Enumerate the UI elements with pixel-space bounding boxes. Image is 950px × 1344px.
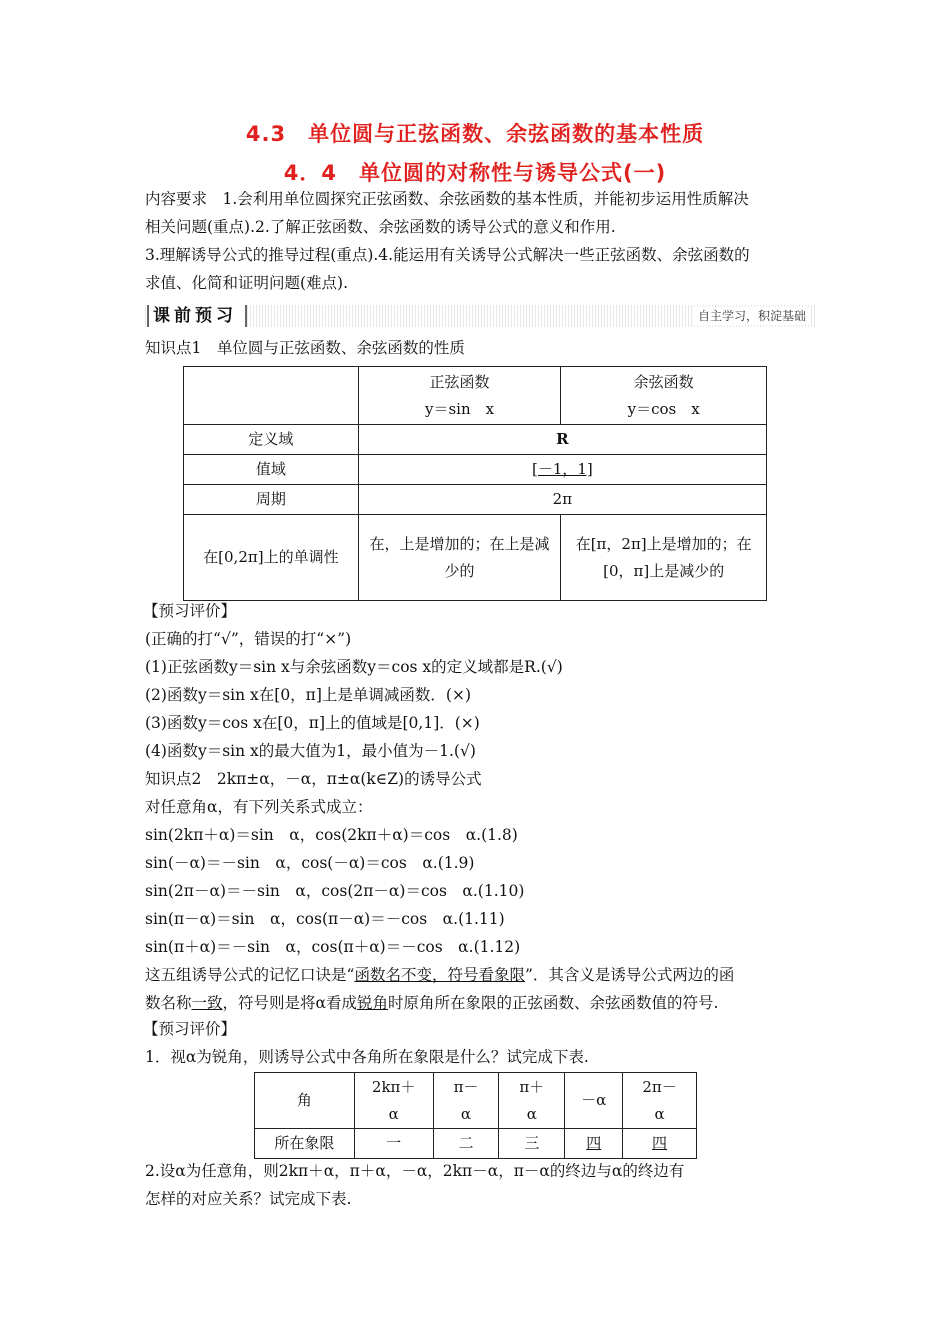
quadrant-cell xyxy=(623,1129,697,1159)
quadrant-header: 所在象限 xyxy=(255,1129,355,1159)
angle-top: 2π－ xyxy=(642,1077,677,1096)
angle-bottom: α xyxy=(460,1104,472,1123)
cos-name: 余弦函数 xyxy=(633,372,694,391)
sin-formula: y＝sin x xyxy=(425,399,495,418)
cos-monotonicity: 在[π，2π]上是增加的；在[0，π]上是减少的 xyxy=(561,515,767,601)
quadrant-cell: 三 xyxy=(499,1129,565,1159)
angle-cell xyxy=(433,1073,499,1129)
range-cell xyxy=(358,455,766,485)
review-1-line-4: (3)函数y＝cos x在[0，π]上的值域是[0,1]．(×) xyxy=(145,714,480,732)
review-1-line-3: (2)函数y＝sin x在[0，π]上是单调减函数．(×) xyxy=(145,686,472,704)
row-label-range: 值域 xyxy=(184,455,359,485)
range-value: [－1，1] xyxy=(531,460,593,478)
requirements-line-2: 相关问题(重点).2.了解正弦函数、余弦函数的诱导公式的意义和作用. xyxy=(145,218,616,236)
formula-1-11: sin(π－α)＝sin α，cos(π－α)＝－cos α.(1.11) xyxy=(145,910,505,928)
knowledge-point-2-title: 知识点2 2kπ±α，－α，π±α(k∈Z)的诱导公式 xyxy=(145,770,482,788)
section-bar xyxy=(145,305,816,327)
requirements-line-4: 求值、化简和证明问题(难点). xyxy=(145,274,349,292)
angle-cell xyxy=(499,1073,565,1129)
angle-bottom: α xyxy=(526,1104,537,1123)
quadrant-cell: 二 xyxy=(433,1129,499,1159)
formula-1-8: sin(2kπ＋α)＝sin α，cos(2kπ＋α)＝cos α.(1.8) xyxy=(145,826,518,844)
mnemonic-text-a: 这五组诱导公式的记忆口诀是“ xyxy=(145,966,355,984)
angle-bottom: α xyxy=(388,1104,399,1123)
knowledge-point-1-title: 知识点1 单位圆与正弦函数、余弦函数的性质 xyxy=(145,339,465,357)
row-label-period: 周期 xyxy=(184,485,359,515)
quadrant-value: 四 xyxy=(586,1134,602,1152)
quadrant-table xyxy=(254,1072,697,1159)
formula-1-12: sin(π＋α)＝－sin α，cos(π＋α)＝－cos α.(1.12) xyxy=(145,938,521,956)
angle-top: π－ xyxy=(453,1077,479,1096)
mnemonic-line-2 xyxy=(145,993,718,1013)
mnemonic-phrase: 函数名不变，符号看象限 xyxy=(354,966,525,984)
angle-cell xyxy=(623,1073,697,1129)
table-header-empty xyxy=(184,367,359,425)
question-1: 1．视α为锐角，则诱导公式中各角所在象限是什么？试完成下表. xyxy=(145,1048,589,1066)
table-header-cos xyxy=(561,367,767,425)
mnemonic-text-c: ”．其含义是诱导公式两边的函 xyxy=(524,966,735,984)
question-2-line-2: 怎样的对应关系？试完成下表. xyxy=(145,1190,352,1208)
mnemonic-text-h: 时原角所在象限的正弦函数、余弦函数值的符号. xyxy=(388,994,719,1012)
angle-header: 角 xyxy=(255,1073,355,1129)
sin-monotonicity: 在，上是增加的；在上是减少的 xyxy=(358,515,561,601)
angle-cell xyxy=(354,1073,433,1129)
angle-top: －α xyxy=(581,1091,607,1109)
period-value: 2π xyxy=(358,485,766,515)
angle-top: π＋ xyxy=(519,1077,545,1096)
properties-table xyxy=(183,366,767,601)
formula-1-9: sin(－α)＝－sin α，cos(－α)＝cos α.(1.9) xyxy=(145,854,475,872)
title-2: 4．4 单位圆的对称性与诱导公式(一) xyxy=(283,161,667,185)
section-label: 课前预习 xyxy=(147,305,247,327)
requirements-line-3: 3.理解诱导公式的推导过程(重点).4.能运用有关诱导公式解决一些正弦函数、余弦函数的 xyxy=(145,246,750,264)
table-header-sin xyxy=(358,367,561,425)
formula-1-10: sin(2π－α)＝－sin α，cos(2π－α)＝cos α.(1.10) xyxy=(145,882,525,900)
cos-formula: y＝cos x xyxy=(627,399,700,418)
knowledge-point-2-intro: 对任意角α，有下列关系式成立： xyxy=(145,798,373,816)
question-2-line-1: 2.设α为任意角，则2kπ＋α，π＋α，－α，2kπ－α，π－α的终边与α的终边有 xyxy=(145,1162,685,1180)
row-label-monotonicity: 在[0,2π]上的单调性 xyxy=(184,515,359,601)
section-subtitle: 自主学习，积淀基础 xyxy=(694,307,810,325)
review-1-line-2: (1)正弦函数y＝sin x与余弦函数y＝cos x的定义域都是R.(√) xyxy=(145,658,563,676)
domain-value: R xyxy=(358,425,766,455)
review-1-line-5: (4)函数y＝sin x的最大值为1，最小值为－1.(√) xyxy=(145,742,476,760)
requirements-line-1: 内容要求 1.会利用单位圆探究正弦函数、余弦函数的基本性质，并能初步运用性质解决 xyxy=(145,190,749,208)
angle-bottom: α xyxy=(654,1104,665,1123)
title-1: 4.3 单位圆与正弦函数、余弦函数的基本性质 xyxy=(245,122,705,146)
mnemonic-acute: 锐角 xyxy=(357,994,389,1012)
review-1-title: 【预习评价】 xyxy=(143,602,237,620)
mnemonic-line-1 xyxy=(145,965,734,985)
mnemonic-text-d: 数名称 xyxy=(145,994,192,1012)
sin-name: 正弦函数 xyxy=(429,372,490,391)
quadrant-value: 四 xyxy=(652,1134,668,1152)
row-label-domain: 定义域 xyxy=(184,425,359,455)
review-1-line-1: (正确的打“√”，错误的打“×”) xyxy=(145,630,352,648)
angle-cell xyxy=(565,1073,623,1129)
quadrant-cell xyxy=(565,1129,623,1159)
quadrant-cell: 一 xyxy=(354,1129,433,1159)
mnemonic-text-f: ，符号则是将α看成 xyxy=(222,994,357,1012)
mnemonic-consistent: 一致 xyxy=(191,994,223,1012)
review-2-title: 【预习评价】 xyxy=(143,1020,237,1038)
angle-top: 2kπ＋ xyxy=(371,1077,416,1096)
